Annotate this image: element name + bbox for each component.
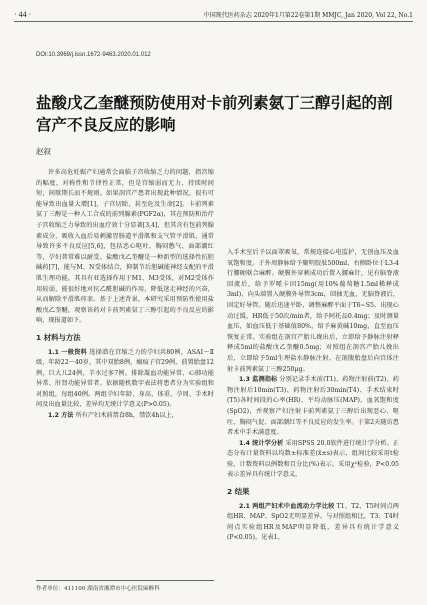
- subsection-statistics: [227, 439, 399, 481]
- subsection-general-data: [36, 348, 214, 412]
- subsection-text: 采用SPSS 20.0软件进行统计学分析。正态分布计量资料以均数±标准差(x̄±s)表示，组间比较采用t检验，计数资料以例数和百分比(%)表示，采用χ²检验，P<0.05表示差异具有统计学意义。: [227, 439, 399, 479]
- subsection-text: 分别记录手术前(T1)、药物注射前(T2)、药物注射后10min(T3)、药物注射后30min(T4)、手术结束时(T5)各时间段的心率(HR)、平均动脉压(MAP)、血氧饱和度(SpO2)，并观察产妇注射卡前列素氨丁三醇后出现恶心、呕吐、胸闷气促、面部潮红等不良反应的发生率。于第2天随访患者术中手术满意度。: [227, 376, 399, 437]
- subsection-hemodynamics: [227, 502, 399, 544]
- running-header: [14, 8, 413, 22]
- journal-citation: 中国现代医药杂志 2020年1月第22卷第1期 MMJC, Jan 2020, Vol 22, No.1: [203, 12, 413, 19]
- author: 赵叙: [36, 147, 51, 156]
- method-paragraph: 入手术室后予以面罩吸氧，常规连接心电监护，无创血压及血氧饱和度。于外周静脉给予聚明胶肽500ml，右侧卧位于L3-4行腰硬联合麻醉。硬膜外穿刺成功后置入腰麻针，见有脑脊液回流后，给予罗哌卡因15mg(用10%葡萄糖1.5ml稀释成3ml)，向头端置入硬膜外导管3cm，回抽无血，无脑脊液后，固定好导管。随后迅速平卧，调整麻醉平面于T6~S5。出现心动过缓，HR低于50次/min者，给予阿托品0.4mg；及时测量血压，如血压低于基础值80%，给予麻黄碱10mg，直至血压恢复正常。实验组在剖宫产胎儿娩出后，立即给予静脉注射释释成5ml的盐酸戊乙奎醚0.5mg；对照组在剖宫产胎儿娩出后，立即给予5ml生理盐水静脉注射。在剖腹胎盘后向宫体注射卡前列素氨丁三醇250μg。: [227, 249, 399, 373]
- page-number: · 44 ·: [14, 10, 32, 19]
- article-title: 盐酸戊乙奎醚预防使用对卡前列素氨丁三醇引起的剖宫产不良反应的影响: [36, 94, 393, 134]
- subsection-text: T1、T2、T5时间点两组HR、MAP、SpO2无明显差异。与对照组相比，T3、T4时间点实验组HR及MAP明显降低，差异具有统计学意义(P<0.05)，见表1。: [227, 502, 399, 542]
- right-column: [227, 248, 399, 544]
- author-affiliation-footnote: 作者单位：411100 湖南省湘潭市中心医院麻醉科: [36, 580, 214, 592]
- doi: DOI:10.3969/j.issn.1672-9463.2020.01.012: [36, 52, 151, 58]
- subsection-title: 1.4 统计学分析: [239, 439, 284, 447]
- subsection-text: 选择潜在宫缩乏力的孕妇共80例，ASAⅠ～Ⅱ级，年龄22～40岁，其中双胎8例，瘢痕子宫29例，前置胎盘12例，巨大儿24例，羊水过多7例。排除凝血功能异常、心肺功能异常、肝肾功能异常者。依据随机数字表法将患者分为实验组和对照组，每组40例。两组孕妇年龄、身高、体重、孕周、手术时间及出血量比较，差异均无统计学意义(P>0.05)。: [36, 348, 214, 409]
- subsection-title: 1.2 方法: [48, 412, 74, 420]
- subsection-title: 1.1 一般资料: [48, 348, 88, 356]
- section-heading-methods: 1 材料与方法: [36, 332, 81, 342]
- subsection-title: 2.1 两组产妇术中血流动力学比较: [239, 502, 335, 510]
- intro-paragraph: 许多高危妊娠产妇通常会面临子宫收缩乏力的问题，指宫缩的幅度、对称性和节律性正常，但是宫缩弱而无力，持续时间短，间歇期长而不规则。如果剖宫产患者出现此种情况，很有可能导致出血量大增[1]，子宫切除，甚至危及生命[2]。卡前列素氨丁三醇是一种人工合成的前列腺素(PGF2α)，其在预防和治疗子宫收缩乏力导致的出血疗效十分显著[3,4]，但其含有包前列腺素成分，吸收入血后易刺激胃肠道平滑肌和支气管平滑肌，通常导致许多不良反应[5,6]，包括恶心呕吐、胸闷憋气、面部潮红等，孕妇普常难以耐受。盐酸戊乙奎醚是一种新型的选择性抗胆碱药[7]，能与M、N受体结合，抑制节后胆碱能神经支配的平滑肌生理功能，其具有亚选择作用于M1、M3受体，对M2受体作用较弱，能很好地对抗乙酰胆碱的作用，降低迷走神经的兴奋，从而解除平滑肌痉挛。基于上述背景，本研究采用预防性使用盐酸戊乙奎醚，观察该药对卡前列素氨丁三醇引起的不良反应的影响，现报道如下。: [36, 169, 214, 325]
- subsection-method: [36, 411, 214, 422]
- subsection-monitoring: [227, 375, 399, 439]
- subsection-text: 所有产妇术前禁食8h，禁饮4h以上，: [75, 412, 178, 420]
- subsection-title: 1.3 监测指标: [239, 376, 278, 384]
- left-column: [36, 168, 214, 422]
- section-heading-results: 2 结果: [227, 487, 250, 497]
